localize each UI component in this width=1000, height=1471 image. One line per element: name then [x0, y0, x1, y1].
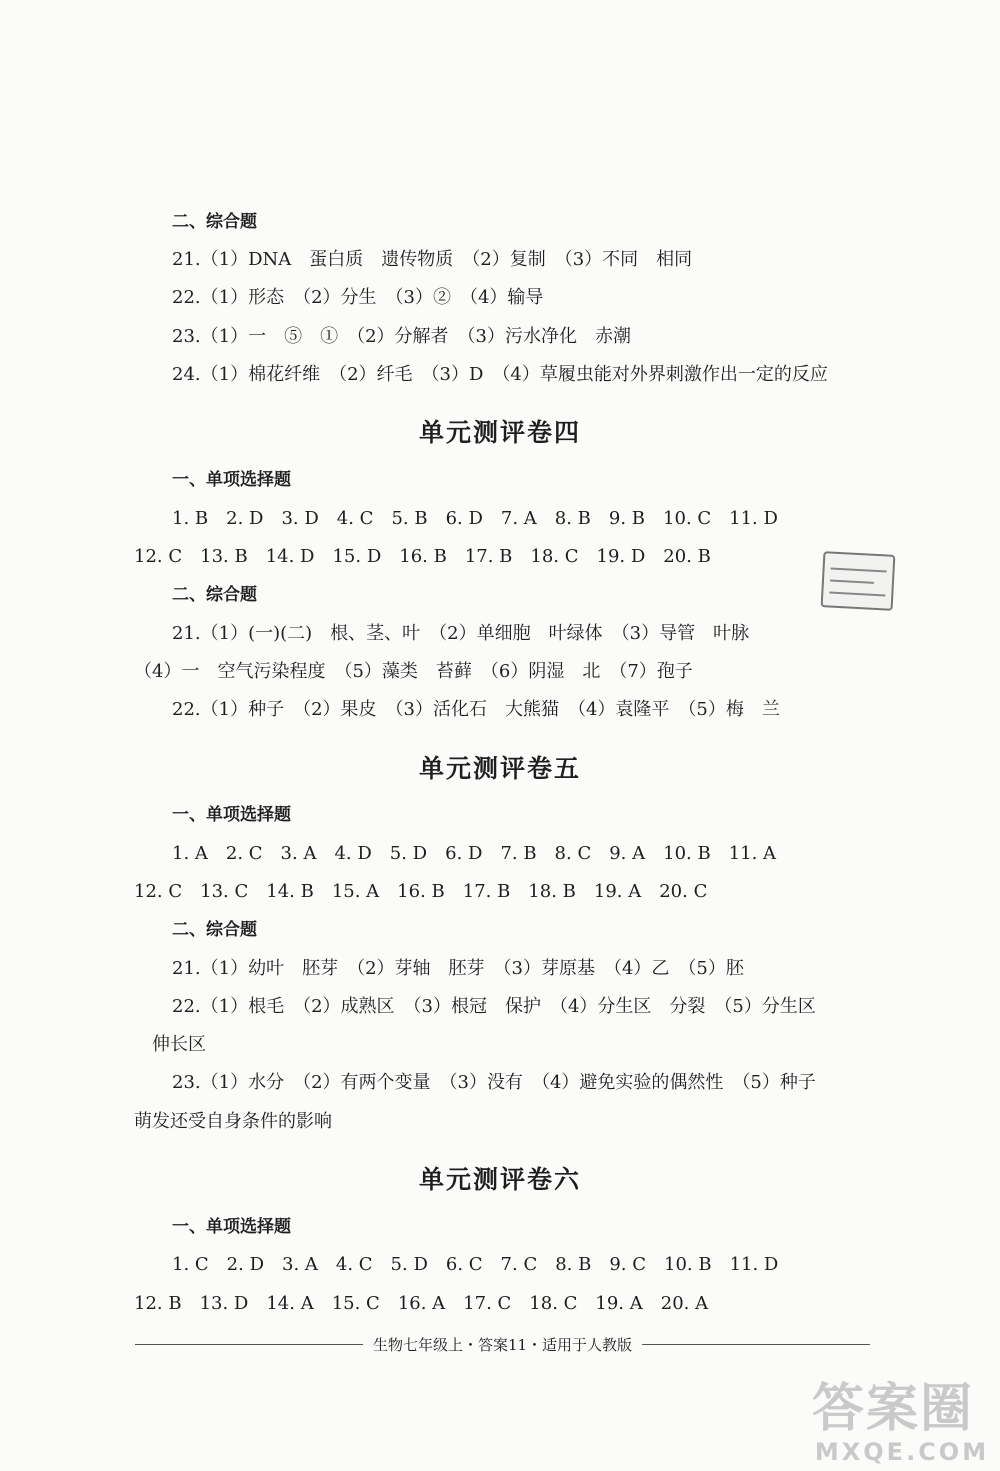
- unit-test-title: 单元测评卷五: [418, 754, 581, 783]
- footer-rule-left: [135, 1344, 363, 1345]
- section-heading: 一、单项选择题: [172, 1217, 291, 1237]
- choice-answer-line: 1. C 2. D 3. A 4. C 5. D 6. C 7. C 8. B 9. C 10. B 11. D: [172, 1254, 779, 1275]
- unit-test-title: 单元测评卷六: [418, 1165, 581, 1194]
- section-heading: 二、综合题: [172, 920, 257, 940]
- answer-line: 23.（1）一 ⑤ ① （2）分解者 （3）污水净化 赤潮: [172, 326, 631, 347]
- watermark-url: MXQE.COM: [814, 1438, 990, 1466]
- watermark-logo: [812, 1380, 992, 1465]
- answer-line: 21.（1）(一)(二) 根、茎、叶 （2）单细胞 叶绿体 （3）导管 叶脉: [172, 623, 750, 644]
- watermark-brand: 答案圈: [812, 1379, 975, 1439]
- answer-line: 伸长区: [152, 1034, 206, 1055]
- answer-line: 22.（1）形态 （2）分生 （3）② （4）输导: [172, 287, 544, 308]
- choice-answer-line: 12. B 13. D 14. A 15. C 16. A 17. C 18. C 19. A 20. A: [134, 1293, 709, 1314]
- answer-line: 23.（1）水分 （2）有两个变量 （3）没有 （4）避免实验的偶然性 （5）种子: [172, 1072, 816, 1093]
- answer-line: 21.（1）幼叶 胚芽 （2）芽轴 胚芽 （3）芽原基 （4）乙 （5）胚: [172, 958, 744, 979]
- answer-line: 萌发还受自身条件的影响: [134, 1111, 332, 1132]
- footer-rule-right: [642, 1344, 870, 1345]
- answer-line: 24.（1）棉花纤维 （2）纤毛 （3）D （4）草履虫能对外界刺激作出一定的反应: [172, 364, 828, 385]
- section-heading: 一、单项选择题: [172, 805, 291, 825]
- choice-answer-line: 1. A 2. C 3. A 4. D 5. D 6. D 7. B 8. C 9. A 10. B 11. A: [172, 843, 777, 864]
- answer-line: 22.（1）根毛 （2）成熟区 （3）根冠 保护 （4）分生区 分裂 （5）分生区: [172, 996, 816, 1017]
- choice-answer-line: 1. B 2. D 3. D 4. C 5. B 6. D 7. A 8. B 9. B 10. C 11. D: [172, 508, 778, 529]
- answer-line: 21.（1）DNA 蛋白质 遗传物质 （2）复制 （3）不同 相同: [172, 249, 693, 270]
- answer-line: （4）一 空气污染程度 （5）藻类 苔藓 （6）阴湿 北 （7）孢子: [134, 661, 693, 682]
- unit-test-title: 单元测评卷四: [418, 418, 581, 447]
- choice-answer-line: 12. C 13. B 14. D 15. D 16. B 17. B 18. C 19. D 20. B: [134, 546, 711, 567]
- answer-line: 22.（1）种子 （2）果皮 （3）活化石 大熊猫 （4）袁隆平 （5）梅 兰: [172, 699, 780, 720]
- section-heading: 二、综合题: [172, 212, 257, 232]
- section-heading: 二、综合题: [172, 585, 257, 605]
- footer-text: 生物七年级上・答案11・适用于人教版: [372, 1335, 633, 1354]
- section-heading: 一、单项选择题: [172, 470, 291, 490]
- page-footer: [135, 1332, 870, 1356]
- stamp-icon: [821, 551, 896, 611]
- choice-answer-line: 12. C 13. C 14. B 15. A 16. B 17. B 18. B 19. A 20. C: [134, 881, 708, 902]
